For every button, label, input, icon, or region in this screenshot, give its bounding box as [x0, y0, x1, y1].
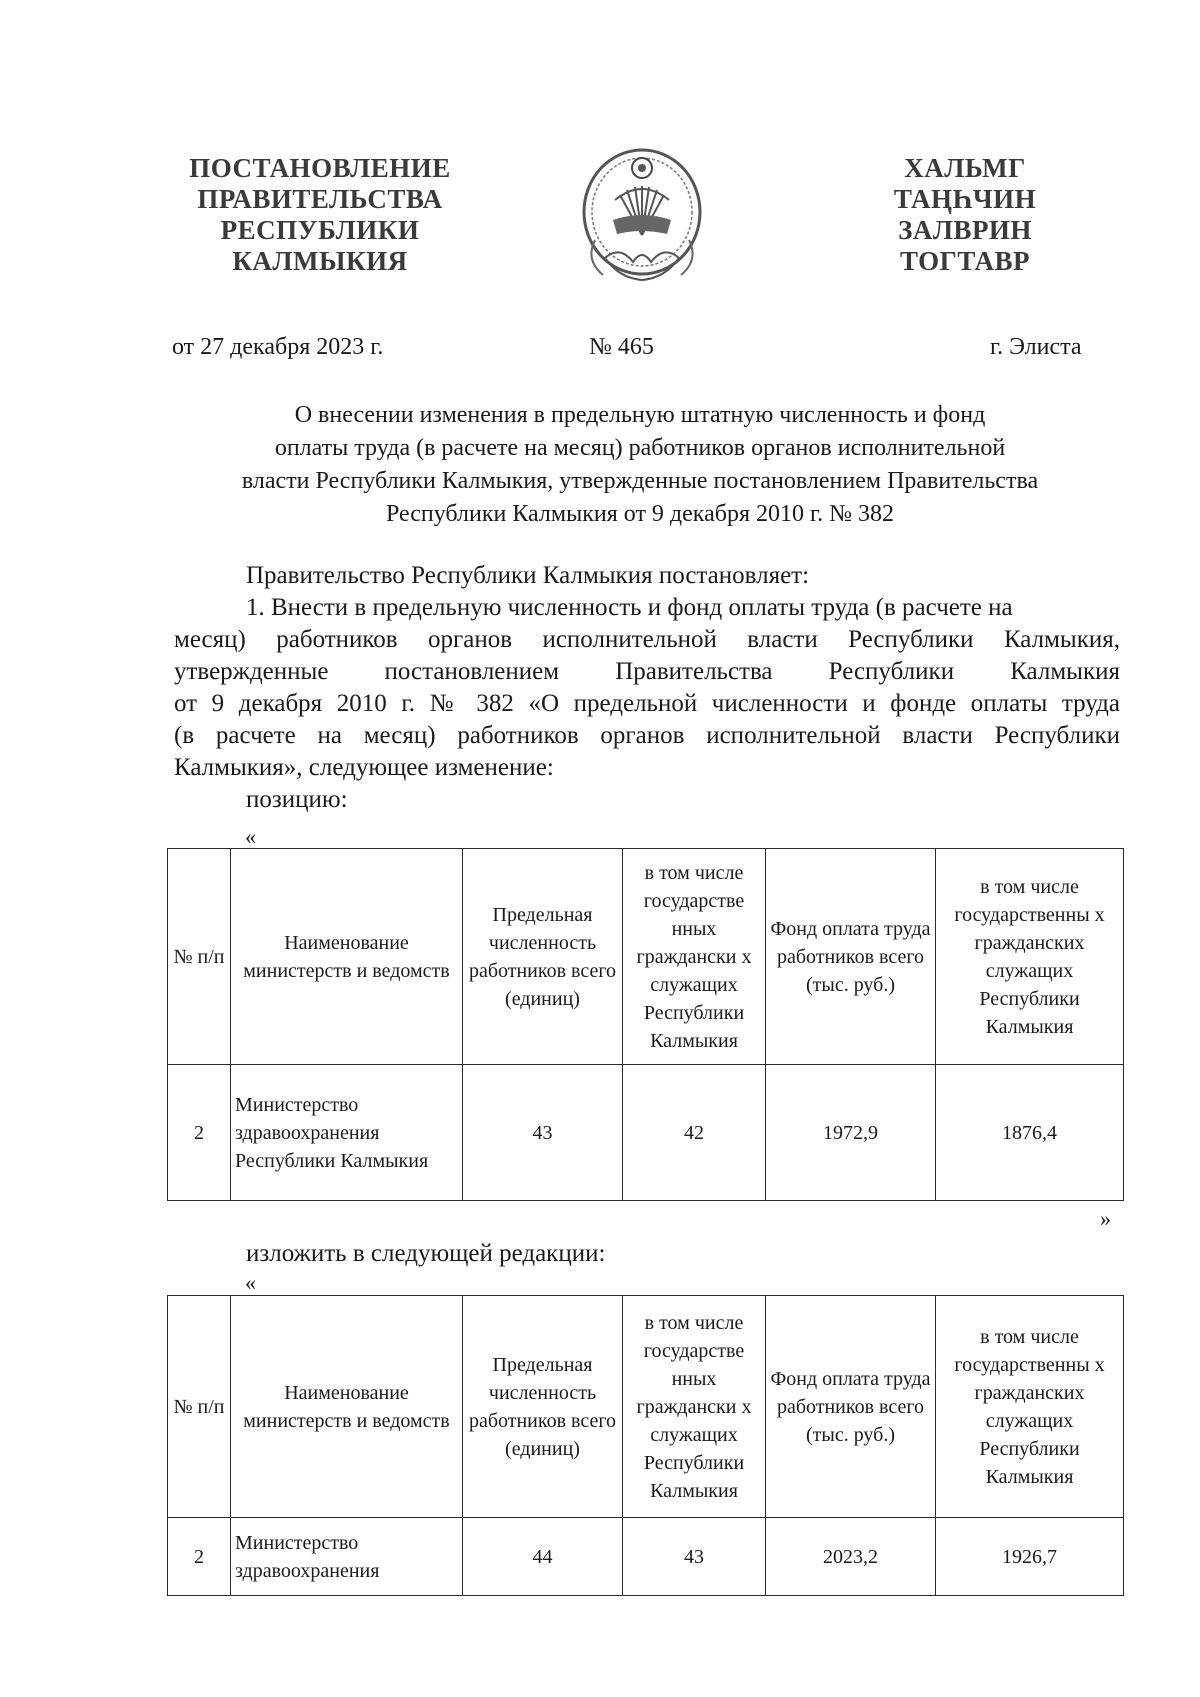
- document-place: г. Элиста: [990, 334, 1082, 360]
- column-header: № п/п: [168, 1296, 231, 1518]
- header-right-line: ТОГТАВР: [900, 246, 1030, 276]
- column-header: в том числе государстве нных граждански х служащих Республики Калмыкия: [623, 1296, 766, 1518]
- table-cell: 2: [168, 1518, 231, 1596]
- column-header: Наименование министерств и ведомств: [231, 849, 463, 1065]
- header-left-line: ПОСТАНОВЛЕНИЕ: [189, 153, 451, 183]
- column-header: Фонд оплата труда работников всего (тыс. руб.): [766, 849, 936, 1065]
- title-line: О внесении изменения в предельную штатную численность и фонд: [294, 402, 986, 428]
- quote-open: «: [245, 1270, 256, 1295]
- document-number: № 465: [589, 334, 654, 360]
- table-cell: 2023,2: [766, 1518, 936, 1596]
- table-cell: 2: [168, 1065, 231, 1201]
- header-left-line: КАЛМЫКИЯ: [232, 246, 408, 276]
- column-header: Предельная численность работников всего (единиц): [463, 1296, 623, 1518]
- header-left: [170, 153, 470, 277]
- column-header: в том числе государственны х гражданских служащих Республики Калмыкия: [936, 1296, 1124, 1518]
- intro-paragraph: Правительство Республики Калмыкия постановляет:: [246, 562, 810, 589]
- coat-of-arms-icon: [575, 140, 710, 290]
- column-header: № п/п: [168, 849, 231, 1065]
- quote-open: «: [245, 824, 256, 849]
- table-row: [168, 1518, 1124, 1596]
- table-cell: 1926,7: [936, 1518, 1124, 1596]
- table-cell: Министерство здравоохранения: [231, 1518, 463, 1596]
- table-new: [167, 1295, 1124, 1596]
- column-header: в том числе государстве нных граждански х служащих Республики Калмыкия: [623, 849, 766, 1065]
- title-line: оплаты труда (в расчете на месяц) работников органов исполнительной: [274, 435, 1006, 461]
- table-cell: 1972,9: [766, 1065, 936, 1201]
- document-title: [160, 399, 1120, 531]
- paragraph-line: Калмыкия», следующее изменение:: [174, 754, 554, 781]
- header-right: [870, 153, 1060, 277]
- header-left-line: ПРАВИТЕЛЬСТВА: [197, 184, 443, 214]
- column-header: Фонд оплата труда работников всего (тыс. руб.): [766, 1296, 936, 1518]
- table-cell: 43: [623, 1518, 766, 1596]
- table-cell: 44: [463, 1518, 623, 1596]
- header-right-line: ТАҢҺЧИН: [893, 184, 1037, 214]
- header-left-line: РЕСПУБЛИКИ: [220, 215, 420, 245]
- table-header-row: [168, 1296, 1124, 1518]
- title-line: власти Республики Калмыкия, утвержденные постановлением Правительства: [241, 468, 1039, 494]
- quote-close: »: [1100, 1206, 1111, 1231]
- paragraph-line: утвержденные постановлением Правительства Республики Калмыкия: [174, 658, 1120, 685]
- column-header: Предельная численность работников всего (единиц): [463, 849, 623, 1065]
- column-header: Наименование министерств и ведомств: [231, 1296, 463, 1518]
- column-header: в том числе государственны х гражданских служащих Республики Калмыкия: [936, 849, 1124, 1065]
- header-right-line: ЗАЛВРИН: [898, 215, 1032, 245]
- paragraph-line: 1. Внести в предельную численность и фонд оплаты труда (в расчете на: [246, 594, 1013, 621]
- table-cell: 1876,4: [936, 1065, 1124, 1201]
- table-header-row: [168, 849, 1124, 1065]
- table-cell: Министерство здравоохранения Республики Калмыкия: [231, 1065, 463, 1201]
- document-date: от 27 декабря 2023 г.: [172, 334, 384, 360]
- replace-label: изложить в следующей редакции:: [246, 1240, 606, 1267]
- table-cell: 43: [463, 1065, 623, 1201]
- table-row: [168, 1065, 1124, 1201]
- table-old: [167, 848, 1124, 1201]
- paragraph-line: месяц) работников органов исполнительной власти Республики Калмыкия,: [174, 626, 1120, 653]
- header-right-line: ХАЛЬМГ: [904, 153, 1026, 183]
- paragraph-line: (в расчете на месяц) работников органов исполнительной власти Республики: [174, 722, 1120, 749]
- paragraph-line: от 9 декабря 2010 г. № 382 «О предельной численности и фонде оплаты труда: [174, 690, 1120, 717]
- title-line: Республики Калмыкия от 9 декабря 2010 г. № 382: [385, 501, 895, 527]
- position-label: позицию:: [246, 786, 348, 813]
- table-cell: 42: [623, 1065, 766, 1201]
- document-body: [174, 560, 1120, 816]
